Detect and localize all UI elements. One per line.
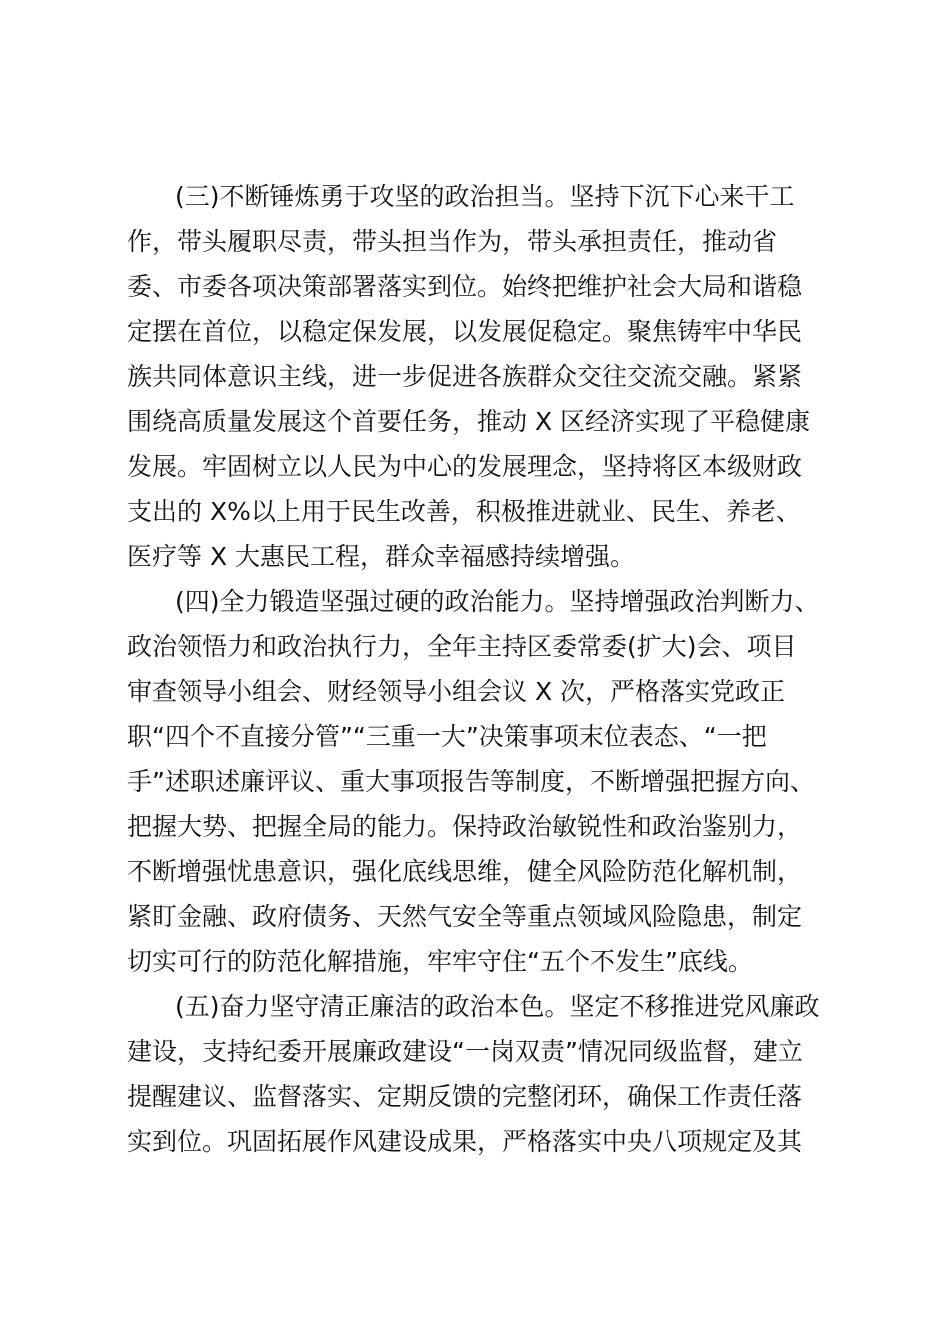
paragraph-line: 把握大势、把握全局的能力。保持政治敏锐性和政治鉴别力， [127, 812, 803, 841]
paragraph-line: 定摆在首位，以稳定保发展，以发展促稳定。聚焦铸牢中华民 [127, 317, 803, 346]
paragraph-line: (四)全力锻造坚强过硬的政治能力。坚持增强政治判断力、 [175, 587, 820, 616]
paragraph-line: 建设，支持纪委开展廉政建设“一岗双责”情况同级监督，建立 [127, 1037, 803, 1066]
paragraph-line: 医疗等 X 大惠民工程，群众幸福感持续增强。 [127, 542, 636, 571]
paragraph-line: 围绕高质量发展这个首要任务，推动 X 区经济实现了平稳健康 [127, 407, 811, 436]
paragraph-line: 实到位。巩固拓展作风建设成果，严格落实中央八项规定及其 [127, 1127, 803, 1156]
paragraph-line: 族共同体意识主线，进一步促进各族群众交往交流交融。紧紧 [127, 362, 803, 391]
paragraph-line: 切实可行的防范化解措施，牢牢守住“五个不发生”底线。 [127, 947, 753, 976]
paragraph-line: 审查领导小组会、财经领导小组会议 X 次，严格落实党政正 [127, 677, 786, 706]
paragraph-line: 发展。牢固树立以人民为中心的发展理念，坚持将区本级财政 [127, 452, 803, 481]
paragraph-line: (五)奋力坚守清正廉洁的政治本色。坚定不移推进党风廉政 [175, 992, 820, 1021]
paragraph-line: 政治领悟力和政治执行力，全年主持区委常委(扩大)会、项目 [127, 632, 797, 661]
paragraph-line: 作，带头履职尽责，带头担当作为，带头承担责任，推动省 [127, 227, 778, 256]
paragraph-line: 不断增强忧患意识，强化底线思维，健全风险防范化解机制， [127, 857, 803, 886]
paragraph-line: (三)不断锤炼勇于攻坚的政治担当。坚持下沉下心来干工 [175, 182, 795, 211]
paragraph-line: 职“四个不直接分管”“三重一大”决策事项末位表态、“一把 [127, 722, 767, 751]
paragraph-line: 支出的 X%以上用于民生改善，积极推进就业、民生、养老、 [127, 497, 801, 526]
paragraph-line: 紧盯金融、政府债务、天然气安全等重点领域风险隐患，制定 [127, 902, 803, 931]
document-body [127, 174, 827, 1164]
paragraph-line: 提醒建议、监督落实、定期反馈的完整闭环，确保工作责任落 [127, 1082, 803, 1111]
paragraph-line: 委、市委各项决策部署落实到位。始终把维护社会大局和谐稳 [127, 272, 803, 301]
paragraph-line: 手”述职述廉评议、重大事项报告等制度，不断增强把握方向、 [127, 767, 815, 796]
